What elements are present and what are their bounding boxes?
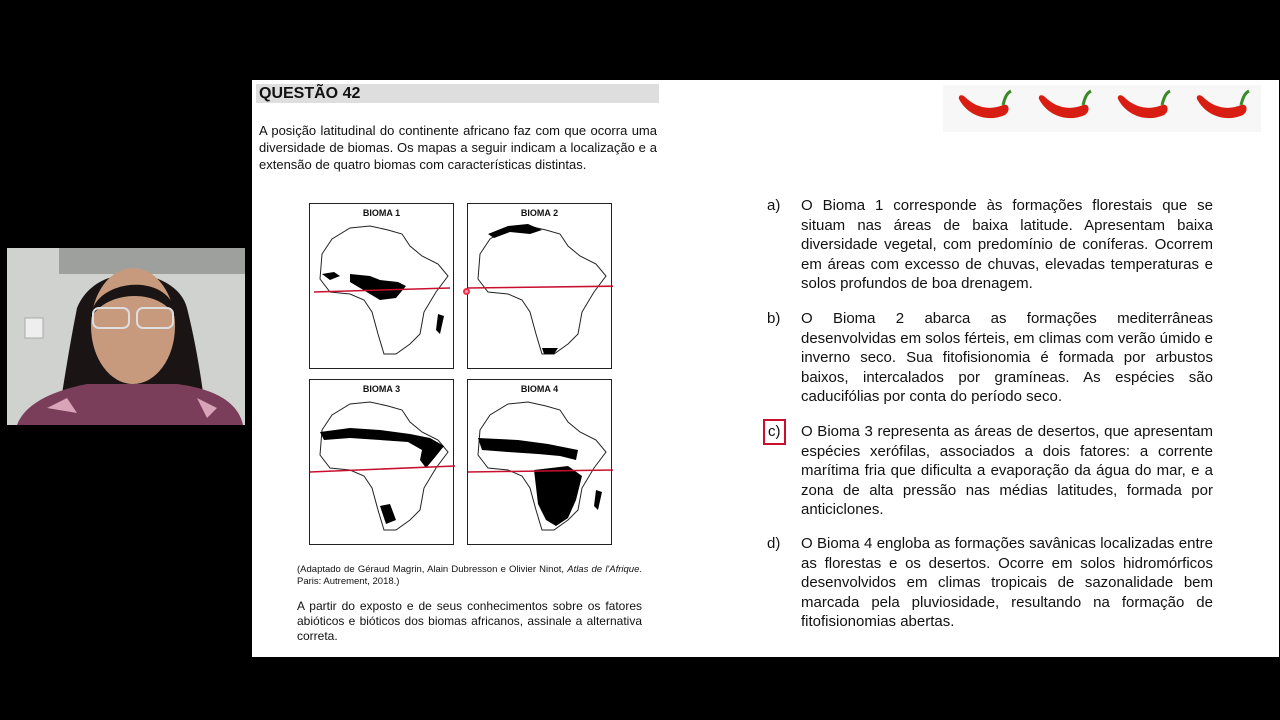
option-letter: b) bbox=[767, 310, 781, 327]
source-italic: Atlas de l'Afrique bbox=[567, 564, 640, 575]
presenter-video bbox=[7, 248, 245, 425]
slide bbox=[252, 80, 1279, 657]
biome-maps bbox=[309, 203, 619, 548]
source-suffix: . Paris: Autrement, 2018.) bbox=[297, 564, 642, 587]
map-bioma-1 bbox=[309, 203, 454, 369]
chili-pepper-icon bbox=[953, 85, 1013, 129]
option-text: O Bioma 3 representa as áreas de desertos, que apresentam espécies xerófilas, associados a dois fatores: a corrente marítima fria que dificulta a evaporação da água do mar, e a zona de alta pressão nas médias latitudes, formada por anticiclones. bbox=[801, 423, 1213, 518]
chili-pepper-icon bbox=[1112, 85, 1172, 129]
option-letter: a) bbox=[767, 197, 781, 214]
map-label: BIOMA 2 bbox=[520, 208, 559, 218]
question-intro: A posição latitudinal do continente africano faz com que ocorra uma diversidade de biomas. Os mapas a seguir indicam a localização e a extensão de quatro biomas com características distintas. bbox=[259, 123, 657, 172]
source-prefix: (Adaptado de Géraud Magrin, Alain Dubresson e Olivier Ninot, bbox=[297, 564, 568, 575]
question-title: QUESTÃO 42 bbox=[256, 84, 659, 103]
option-letter-selected: c) bbox=[763, 419, 786, 445]
option-text: O Bioma 2 abarca as formações mediterrâneas desenvolvidas em solos férteis, em climas com verão úmido e inverno seco. Sua fitofisionomia é formada por arbustos baixos, intercalados por gramíneas. As espécies são caducifólias por conta do período seco. bbox=[801, 310, 1213, 405]
difficulty-rating bbox=[943, 85, 1261, 132]
pointer-cursor bbox=[463, 288, 470, 295]
option-text: O Bioma 4 engloba as formações savânicas localizadas entre as florestas e os desertos. Ocorre em solos hidromórficos desenvolvidos em climas tropicais de sazonalidade bem marcada pela pluviosidade, resultando na formação de fitofisionomias abertas. bbox=[801, 535, 1213, 630]
question-closing: A partir do exposto e de seus conhecimentos sobre os fatores abióticos e bióticos dos biomas africanos, assinale a alternativa correta. bbox=[297, 599, 642, 643]
map-source bbox=[297, 564, 642, 588]
option-text: O Bioma 1 corresponde às formações florestais que se situam nas áreas de baixa latitude. Apresentam baixa diversidade vegetal, com predomínio de coníferas. Ocorrem em áreas com excesso de chuvas, elevadas temperaturas e solos profundos de boa drenagem. bbox=[801, 197, 1213, 292]
chili-pepper-icon bbox=[1033, 85, 1093, 129]
africa-map-1 bbox=[310, 204, 455, 370]
africa-map-4 bbox=[468, 380, 613, 546]
africa-map-3 bbox=[310, 380, 455, 546]
map-bioma-4 bbox=[467, 379, 612, 545]
map-label: BIOMA 4 bbox=[520, 384, 559, 394]
map-label: BIOMA 1 bbox=[362, 208, 401, 218]
option-letter: d) bbox=[767, 535, 781, 552]
map-bioma-3 bbox=[309, 379, 454, 545]
africa-map-2 bbox=[468, 204, 613, 370]
map-label: BIOMA 3 bbox=[362, 384, 401, 394]
webcam-presenter bbox=[7, 248, 245, 425]
chili-pepper-icon bbox=[1191, 85, 1251, 129]
map-bioma-2 bbox=[467, 203, 612, 369]
